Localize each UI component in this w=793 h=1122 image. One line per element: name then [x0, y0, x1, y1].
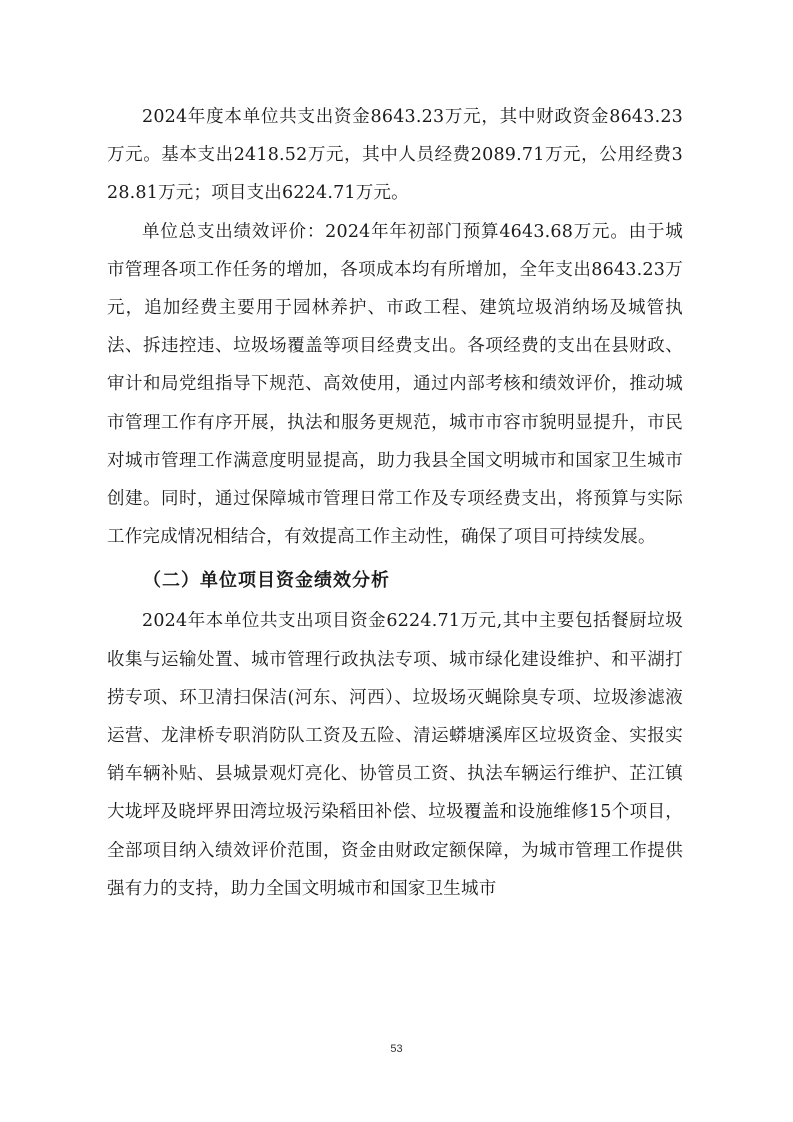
page-content: [107, 98, 683, 908]
paragraph-performance-evaluation: 单位总支出绩效评价：2024年年初部门预算4643.68万元。由于城市管理各项工作任务的增加，各项成本均有所增加，全年支出8643.23万元，追加经费主要用于园林养护、市政工程、建筑垃圾消纳场及城管执法、拆违控违、垃圾场覆盖等项目经费支出。各项经费的支出在县财政、审计和局党组指导下规范、高效使用，通过内部考核和绩效评价，推动城市管理工作有序开展，执法和服务更规范，城市市容市貌明显提升，市民对城市管理工作满意度明显提高，助力我县全国文明城市和国家卫生城市创建。同时，通过保障城市管理日常工作及专项经费支出，将预算与实际工作完成情况相结合，有效提高工作主动性，确保了项目可持续发展。: [107, 221, 683, 548]
paragraph-project-funds: 2024年本单位共支出项目资金6224.71万元,其中主要包括餐厨垃圾收集与运输处置、城市管理行政执法专项、城市绿化建设维护、和平湖打捞专项、环卫清扫保洁(河东、河西）、垃圾场灭蝇除臭专项、垃圾渗滤液运营、龙津桥专职消防队工资及五险、清运蟒塘溪库区垃圾资金、实报实销车辆补贴、县城景观灯亮化、协管员工资、执法车辆运行维护、芷江镇大垅坪及晓坪界田湾垃圾污染稻田补偿、垃圾覆盖和设施维修15个项目，全部项目纳入绩效评价范围，资金由财政定额保障，为城市管理工作提供强有力的支持，助力全国文明城市和国家卫生城市: [107, 611, 683, 899]
page-number: 53: [390, 1043, 403, 1055]
section-heading: （二）单位项目资金绩效分析: [143, 570, 390, 592]
paragraph-total-expenditure: 2024年度本单位共支出资金8643.23万元，其中财政资金8643.23万元。基本支出2418.52万元，其中人员经费2089.71万元，公用经费328.81万元；项目支出6224.71万元。: [107, 107, 683, 204]
